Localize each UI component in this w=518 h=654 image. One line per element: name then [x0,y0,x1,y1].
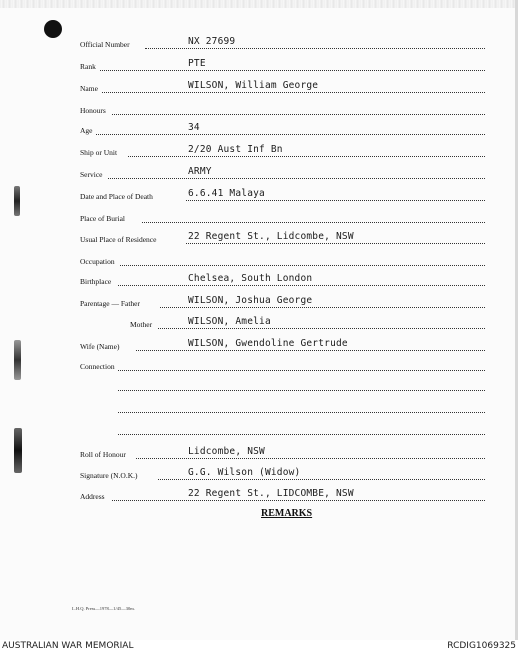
address-value: 22 Regent St., LIDCOMBE, NSW [188,488,354,499]
dotted-line [118,390,485,391]
row-signature [0,467,518,481]
remarks-heading: REMARKS [261,508,313,519]
signature-value: G.G. Wilson (Widow) [188,467,301,478]
dotted-line [108,178,485,179]
footer-source: AUSTRALIAN WAR MEMORIAL [2,641,134,651]
row-service [0,166,518,180]
rank-label: Rank [80,62,96,71]
signature-label: Signature (N.O.K.) [80,471,138,480]
usual-residence-value: 22 Regent St., Lidcombe, NSW [188,231,354,242]
row-usual-residence [0,231,518,245]
row-mother [0,316,518,330]
dotted-line [136,458,485,459]
dotted-line [100,70,485,71]
row-place-of-burial [0,210,518,224]
dotted-line [120,265,485,266]
official-number-value: NX 27699 [188,36,236,47]
occupation-label: Occupation [80,257,115,266]
mother-label: Mother [130,320,153,329]
row-age [0,122,518,136]
row-parentage-father [0,295,518,309]
row-rank [0,58,518,72]
ship-or-unit-value: 2/20 Aust Inf Bn [188,144,283,155]
dotted-line [112,114,485,115]
official-number-label: Official Number [80,40,130,49]
dotted-line [158,479,485,480]
dotted-line [128,156,485,157]
parentage-father-value: WILSON, Joshua George [188,295,313,306]
mother-value: WILSON, Amelia [188,316,271,327]
row-date-place-death [0,188,518,202]
date-place-death-label: Date and Place of Death [80,192,153,201]
row-connection-extra [0,378,518,392]
row-wife [0,338,518,352]
row-connection [0,358,518,372]
birthplace-value: Chelsea, South London [188,273,313,284]
dotted-line [145,48,485,49]
row-name [0,80,518,94]
parentage-father-label: Parentage — Father [80,299,140,308]
date-place-death-value: 6.6.41 Malaya [188,188,265,199]
age-label: Age [80,126,93,135]
service-label: Service [80,170,103,179]
row-ship-or-unit [0,144,518,158]
birthplace-label: Birthplace [80,277,112,286]
ship-or-unit-label: Ship or Unit [80,148,118,157]
dotted-line [118,412,485,413]
age-value: 34 [188,122,200,133]
dotted-line [186,243,485,244]
name-value: WILSON, William George [188,80,319,91]
usual-residence-label: Usual Place of Residence [80,235,157,244]
printer-note: L.H.Q. Press—1978—1/45—30m. [72,606,135,611]
wife-label: Wife (Name) [80,342,120,351]
row-connection-extra [0,422,518,436]
row-occupation [0,253,518,267]
row-connection-extra [0,400,518,414]
row-birthplace [0,273,518,287]
wife-value: WILSON, Gwendoline Gertrude [188,338,348,349]
scan-edge-noise [0,0,518,8]
footer-bar [0,640,518,654]
dotted-line [112,500,485,501]
row-roll-of-honour [0,446,518,460]
roll-of-honour-label: Roll of Honour [80,450,126,459]
roll-of-honour-value: Lidcombe, NSW [188,446,265,457]
row-address [0,488,518,502]
footer-record-id: RCDIG1069325 [447,641,516,651]
dotted-line [136,350,485,351]
place-of-burial-label: Place of Burial [80,214,125,223]
dotted-line [160,307,485,308]
dotted-line [96,134,485,135]
rank-value: PTE [188,58,206,69]
dotted-line [142,222,485,223]
name-label: Name [80,84,98,93]
dotted-line [102,92,485,93]
honours-label: Honours [80,106,106,115]
dotted-line [118,434,485,435]
service-value: ARMY [188,166,212,177]
address-label: Address [80,492,105,501]
dotted-line [158,328,485,329]
dotted-line [118,285,485,286]
row-official-number [0,36,518,50]
connection-label: Connection [80,362,115,371]
dotted-line [186,200,485,201]
dotted-line [118,370,485,371]
row-honours [0,102,518,116]
